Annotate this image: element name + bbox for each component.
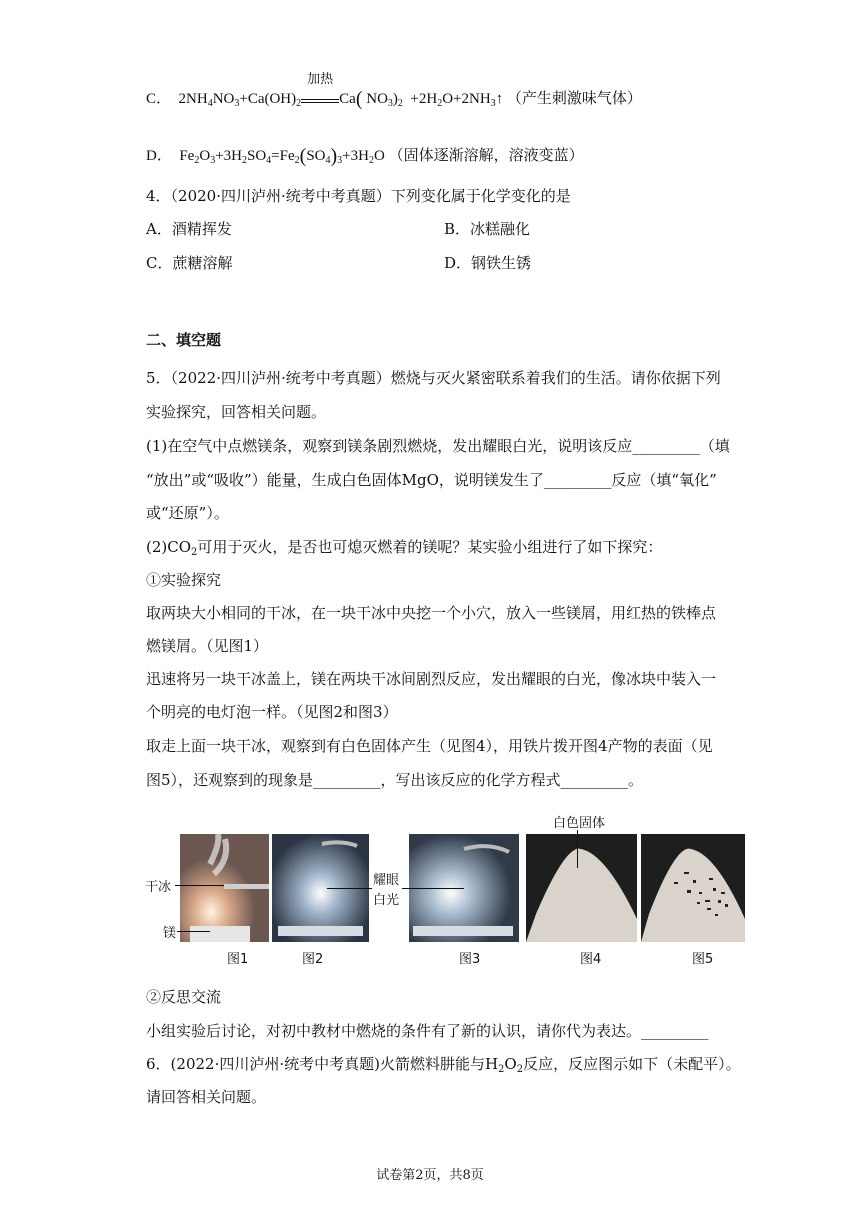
annotation-line-white-solid (577, 830, 578, 868)
figure-4-photo (526, 834, 637, 942)
figure-4-caption: 图4 (580, 952, 602, 967)
option-c-label: C． (146, 91, 172, 107)
q5-e2-line2: 个明亮的电灯泡一样。（见图2和图3） (146, 703, 398, 721)
option-d (146, 146, 584, 166)
page-footer: 试卷第2页，共8页 (376, 1168, 484, 1183)
q5-e1-line1: 取两块大小相同的干冰，在一块干冰中央挖一个小穴，放入一些镁屑，用红热的铁棒点 (146, 604, 717, 622)
annotation-magnesium: 镁 (163, 926, 177, 941)
figure-1-caption: 图1 (227, 952, 249, 967)
annotation-line-dry-ice (175, 885, 224, 886)
figure-1-photo (180, 834, 269, 942)
q4-option-b: B．冰糕融化 (444, 220, 531, 238)
q5-e3-line2: 图5），还观察到的现象是_________，写出该反应的化学方程式_________。 (146, 771, 644, 789)
q6-line1: 6．(2022·四川泸州·统考中考真题)火箭燃料肼能与$H_2O_2$反应，反应图示如下（未配平）。 (146, 1055, 741, 1075)
annotation-line-left (327, 888, 372, 889)
annotation-white-light: 白光 (373, 893, 400, 908)
reaction-condition-arrow (301, 71, 339, 103)
q5-p1-line3: 或“还原”）。 (146, 504, 229, 522)
annotation-dry-ice: 干冰 (145, 880, 172, 895)
q5-e3-line1: 取走上面一块干冰，观察到有白色固体产生（见图4），用铁片拨开图4产物的表面（见 (146, 737, 713, 755)
q6-line2: 请回答相关问题。 (146, 1088, 267, 1106)
figure-2-caption: 图2 (302, 952, 324, 967)
section-heading: 二、填空题 (146, 331, 222, 349)
q5-line2: 实验探究，回答相关问题。 (146, 403, 327, 421)
q4-stem: 4．（2020·四川泸州·统考中考真题）下列变化属于化学变化的是 (146, 187, 571, 205)
option-d-equation: $Fe_2O_3+3H_2SO_4=Fe_2(SO_4)_3+3H_2O$ (175, 145, 385, 167)
annotation-line-right (402, 888, 464, 889)
q4-option-d: D．钢铁生锈 (444, 254, 532, 272)
annotation-line-magnesium (177, 931, 210, 932)
q5-p1-line2: “放出”或“吸收”）能量，生成白色固体MgO，说明镁发生了_________反应（填“氧化” (146, 471, 717, 489)
q4-option-a: A．酒精挥发 (146, 220, 232, 238)
annotation-bright: 耀眼 (373, 873, 400, 888)
q5-p1-line1: (1)在空气中点燃镁条，观察到镁条剧烈燃烧，发出耀眼白光，说明该反应_________（填 (146, 437, 730, 455)
figure-5-caption: 图5 (692, 952, 714, 967)
q5-e2-line1: 迅速将另一块干冰盖上，镁在两块干冰间剧烈反应，发出耀眼的白光，像冰块中装入一 (146, 670, 717, 688)
reflect-heading: ②反思交流 (146, 988, 222, 1006)
option-c-note: （产生刺激味气体） (506, 91, 642, 107)
q5-line1: 5．（2022·四川泸州·统考中考真题）燃烧与灭火紧密联系着我们的生活。请你依据下列 (146, 369, 721, 387)
reaction-condition: 加热 (307, 71, 334, 86)
q4-option-c: C．蔗糖溶解 (146, 254, 233, 272)
figure-3-caption: 图3 (459, 952, 481, 967)
option-c (146, 71, 642, 110)
q5-p2-line1: $(2)CO_2$可用于灭火，是否也可熄灭燃着的镁呢？某实验小组进行了如下探究： (146, 538, 663, 558)
annotation-white-solid: 白色固体 (553, 816, 606, 831)
q5-e1-line2: 燃镁屑。（见图1） (146, 637, 269, 655)
explore-heading: ①实验探究 (146, 571, 222, 589)
option-d-label: D． (146, 148, 172, 164)
figure-5-photo (641, 834, 745, 942)
option-c-equation: $2NH_4NO_3+Ca(OH)_2$ 加热 Ca( $NO_3)_2$ $+2H_2O+2NH_3↑$ (174, 71, 504, 110)
reflect-question: 小组实验后讨论，对初中教材中燃烧的条件有了新的认识，请你代为表达。_________ (146, 1022, 709, 1040)
option-d-note: （固体逐渐溶解，溶液变蓝） (388, 148, 584, 164)
